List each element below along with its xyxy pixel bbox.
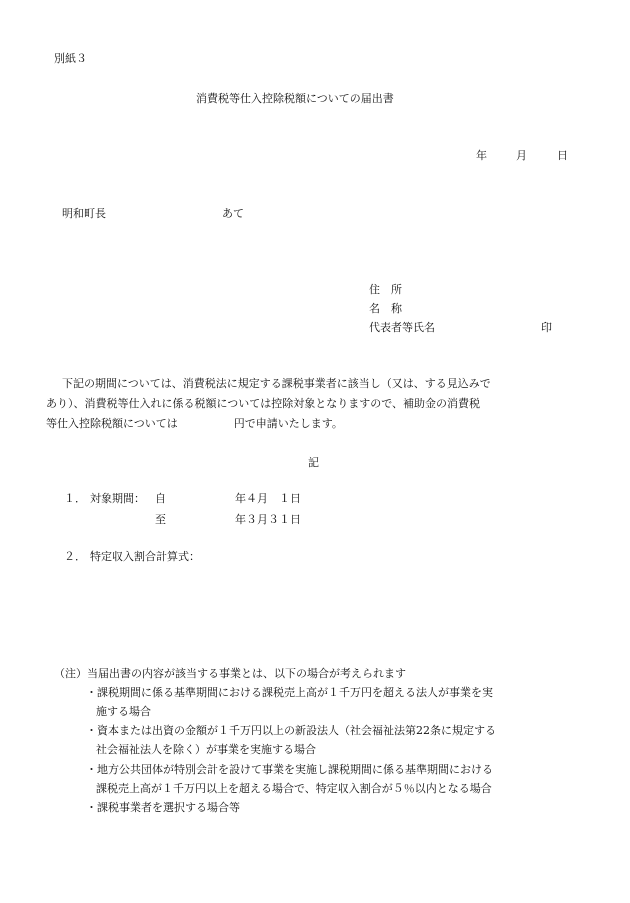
- applicant-rep-label: 代表者等氏名: [369, 321, 435, 334]
- note-bullet-2-line-2: 社会福祉法人を除く）が事業を実施する場合: [96, 743, 316, 756]
- date-day: 日: [557, 149, 568, 162]
- item1-to: 至: [155, 513, 166, 526]
- item2-label: 特定収入割合計算式：: [90, 550, 200, 563]
- body-line-1: 下記の期間については、消費税法に規定する課税事業者に該当し（又は、する見込みで: [62, 377, 491, 390]
- date-month: 月: [516, 149, 527, 162]
- item1-from-date: 年４月 １日: [235, 492, 301, 505]
- body-line-3-text: 等仕入控除税額については: [46, 417, 178, 430]
- ki-heading: 記: [308, 456, 319, 469]
- date-year: 年: [476, 149, 487, 162]
- seal-mark: 印: [541, 321, 552, 334]
- addressee-suffix: あて: [222, 207, 244, 220]
- applicant-name-label: 名 称: [369, 302, 402, 315]
- addressee-name: 明和町長: [62, 207, 106, 220]
- item1-label: 対象期間：: [90, 492, 145, 505]
- note-bullet-3-line-2: 課税売上高が１千万円以上を超える場合で、特定収入割合が５％以内となる場合: [96, 782, 492, 795]
- body-paragraph: [46, 374, 591, 434]
- body-line-3: [46, 414, 591, 434]
- note-bullet-1-line-2: 施する場合: [96, 705, 151, 718]
- annex-label: 別紙３: [54, 52, 87, 65]
- note-bullet-1-line-1: ・課税期間に係る基準期間における課税売上高が１千万円を超える法人が事業を実: [86, 686, 493, 699]
- body-line-2: あり）、消費税等仕入れに係る税額については控除対象となりますので、補助金の消費税: [46, 397, 481, 410]
- body-line-3-amount-suffix: 円で申請いたします。: [233, 417, 343, 430]
- document-title: 消費税等仕入控除税額についての届出書: [196, 92, 394, 105]
- note-bullet-2-line-1: ・資本または出資の金額が１千万円以上の新設法人（社会福祉法第22条に規定する: [86, 724, 496, 737]
- note-bullet-3-line-1: ・地方公共団体が特別会計を設けて事業を実施し課税期間に係る基準期間における: [86, 763, 493, 776]
- item1-to-date: 年３月３１日: [235, 513, 301, 526]
- applicant-address-label: 住 所: [369, 283, 402, 296]
- item1-from: 自: [155, 492, 166, 505]
- note-bullet-4: ・課税事業者を選択する場合等: [86, 801, 240, 814]
- notes-header: （注）当届出書の内容が該当する事業とは、以下の場合が考えられます: [54, 667, 406, 680]
- item2-number: ２．: [64, 550, 86, 563]
- item1-number: １．: [64, 492, 86, 505]
